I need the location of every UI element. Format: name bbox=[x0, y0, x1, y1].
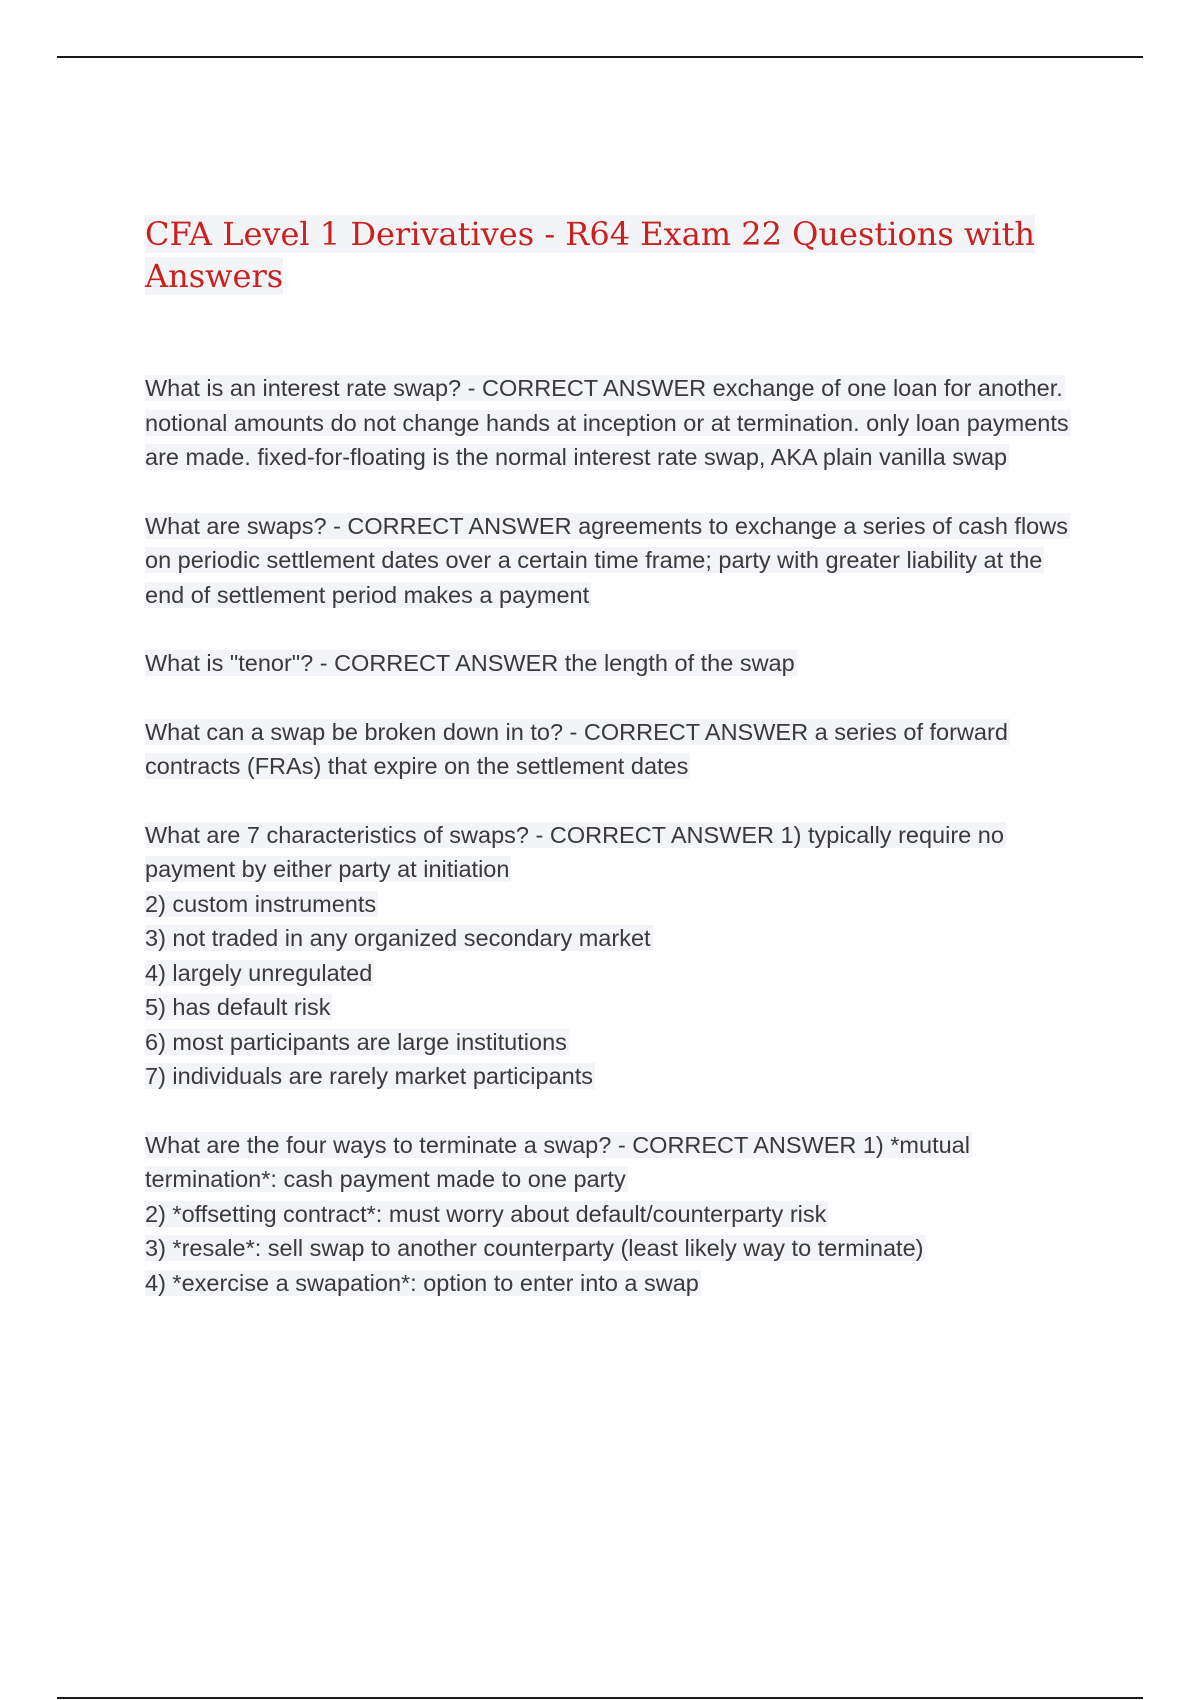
list-item: 7) individuals are rarely market participants bbox=[145, 1063, 593, 1089]
list-item: 4) *exercise a swapation*: option to enter into a swap bbox=[145, 1269, 699, 1296]
footer-rule bbox=[57, 1697, 1143, 1699]
qa-text: What is an interest rate swap? - CORRECT ANSWER exchange of one loan for another. notional amounts do not change hands at inception or at termination. only loan payments are made. fixed-for-floating is the normal interest rate swap, AKA plain vanilla swap bbox=[145, 375, 1069, 470]
qa-item-terminate-swap bbox=[145, 1128, 1075, 1301]
header-rule bbox=[57, 56, 1143, 58]
list-item: 3) not traded in any organized secondary market bbox=[145, 925, 651, 951]
qa-item-interest-rate-swap bbox=[145, 371, 1075, 475]
document-body bbox=[145, 213, 1075, 1334]
qa-text: What are 7 characteristics of swaps? - CORRECT ANSWER 1) typically require no payment by either party at initiation bbox=[145, 821, 1004, 882]
list-item: 5) has default risk bbox=[145, 994, 331, 1020]
qa-item-swaps bbox=[145, 509, 1075, 613]
qa-item-tenor bbox=[145, 646, 1075, 681]
list-item: 4) largely unregulated bbox=[145, 959, 373, 986]
document-title: CFA Level 1 Derivatives - R64 Exam 22 Questions with Answers bbox=[145, 215, 1036, 295]
qa-text: What can a swap be broken down in to? - CORRECT ANSWER a series of forward contracts (FRAs) that expire on the settlement dates bbox=[145, 718, 1008, 779]
qa-item-swap-breakdown bbox=[145, 715, 1075, 784]
qa-item-swap-characteristics bbox=[145, 818, 1075, 1094]
list-item: 3) *resale*: sell swap to another counterparty (least likely way to terminate) bbox=[145, 1235, 924, 1261]
list-item: 2) custom instruments bbox=[145, 890, 377, 917]
qa-text: What are swaps? - CORRECT ANSWER agreements to exchange a series of cash flows on periodic settlement dates over a certain time frame; party with greater liability at the end of settlement period makes a payment bbox=[145, 512, 1068, 608]
list-item: 6) most participants are large institutions bbox=[145, 1028, 567, 1055]
qa-text: What are the four ways to terminate a swap? - CORRECT ANSWER 1) *mutual termination*: cash payment made to one party bbox=[145, 1131, 970, 1192]
qa-text: What is "tenor"? - CORRECT ANSWER the length of the swap bbox=[145, 650, 795, 676]
list-item: 2) *offsetting contract*: must worry about default/counterparty risk bbox=[145, 1200, 827, 1227]
